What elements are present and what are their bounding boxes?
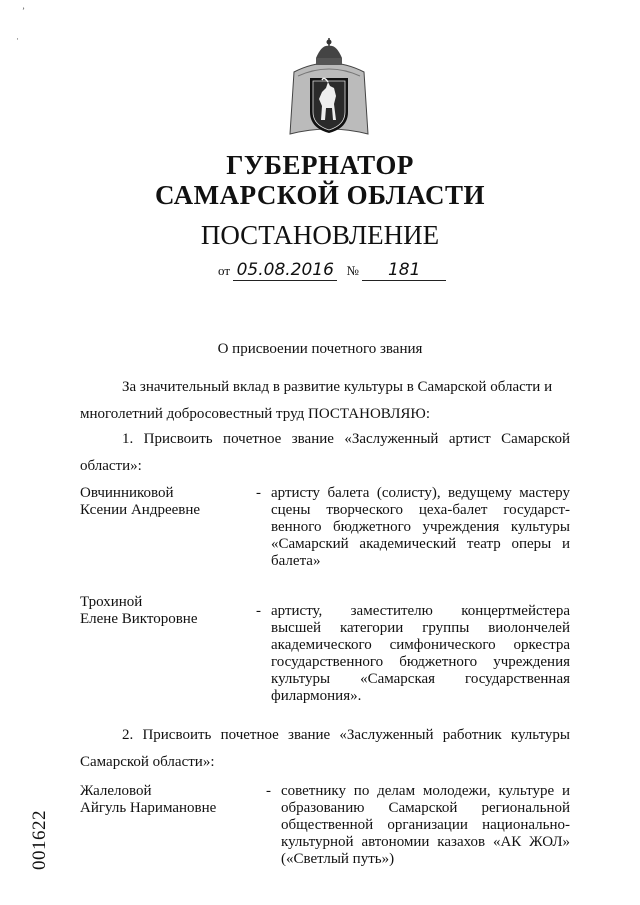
authority-title-line1: ГУБЕРНАТОР bbox=[226, 150, 414, 180]
preamble-line1 bbox=[80, 374, 570, 401]
handwritten-number: 181 bbox=[362, 260, 446, 281]
recipient-dash: - bbox=[256, 603, 261, 619]
preamble-line1-text: За значительный вклад в развитие культуры в Самарской области и bbox=[122, 379, 553, 395]
samara-coat-of-arms-icon bbox=[288, 36, 370, 138]
date-number-line bbox=[218, 260, 446, 284]
recipient-given-name: Айгуль Наримановне bbox=[80, 800, 217, 816]
item1-paragraph bbox=[80, 426, 570, 480]
recipient-dash: - bbox=[266, 783, 271, 799]
scan-speck: ’ bbox=[22, 6, 25, 16]
recipient-surname: Жалеловой bbox=[80, 783, 152, 799]
recipient-description: артисту балета (солисту), ведущему мастеру сцены творческого цеха-балет государст-венного бюджетного учреждения культуры «Самарский академический театр оперы и балета» bbox=[271, 485, 570, 569]
item2-text: 2. Присвоить почетное звание «Заслуженный работник культуры Самарской области»: bbox=[80, 727, 570, 770]
document-subject: О присвоении почетного звания bbox=[217, 341, 423, 357]
recipient-surname: Трохиной bbox=[80, 594, 143, 610]
number-prefix: № bbox=[346, 263, 359, 278]
item1-text: 1. Присвоить почетное звание «Заслуженный артист Самарской области»: bbox=[80, 431, 570, 474]
recipient-dash: - bbox=[256, 485, 261, 501]
item2-paragraph bbox=[80, 722, 570, 776]
recipient-surname: Овчинниковой bbox=[80, 485, 174, 501]
recipient-given-name: Ксении Андреевне bbox=[80, 502, 201, 518]
recipient-name bbox=[80, 485, 250, 519]
date-prefix: от bbox=[218, 263, 231, 278]
preamble-line2 bbox=[80, 401, 570, 428]
serial-number: 001622 bbox=[29, 810, 50, 870]
scan-speck: · bbox=[16, 34, 19, 44]
recipient-given-name: Елене Викторовне bbox=[80, 611, 198, 627]
handwritten-date: 05.08.2016 bbox=[233, 260, 337, 281]
recipient-description: советнику по делам молодежи, культуре и образованию Самарской региональной общественной организации национально-культурной автономии казахов «АК ЖОЛ» («Светлый путь») bbox=[281, 783, 570, 867]
recipient-description: артисту, заместителю концертмейстера высшей категории группы виолончелей академического симфонического оркестра государственного бюджетного учреждения культуры «Самарская государственная филармония». bbox=[271, 603, 570, 704]
document-type-title: ПОСТАНОВЛЕНИЕ bbox=[200, 220, 440, 250]
authority-title-line2: САМАРСКОЙ ОБЛАСТИ bbox=[154, 180, 486, 210]
recipient-name bbox=[80, 783, 250, 817]
preamble-paragraph bbox=[80, 374, 570, 428]
recipient-name bbox=[80, 594, 250, 628]
preamble-line2-text: многолетний добросовестный труд ПОСТАНОВЛЯЮ: bbox=[80, 406, 430, 422]
